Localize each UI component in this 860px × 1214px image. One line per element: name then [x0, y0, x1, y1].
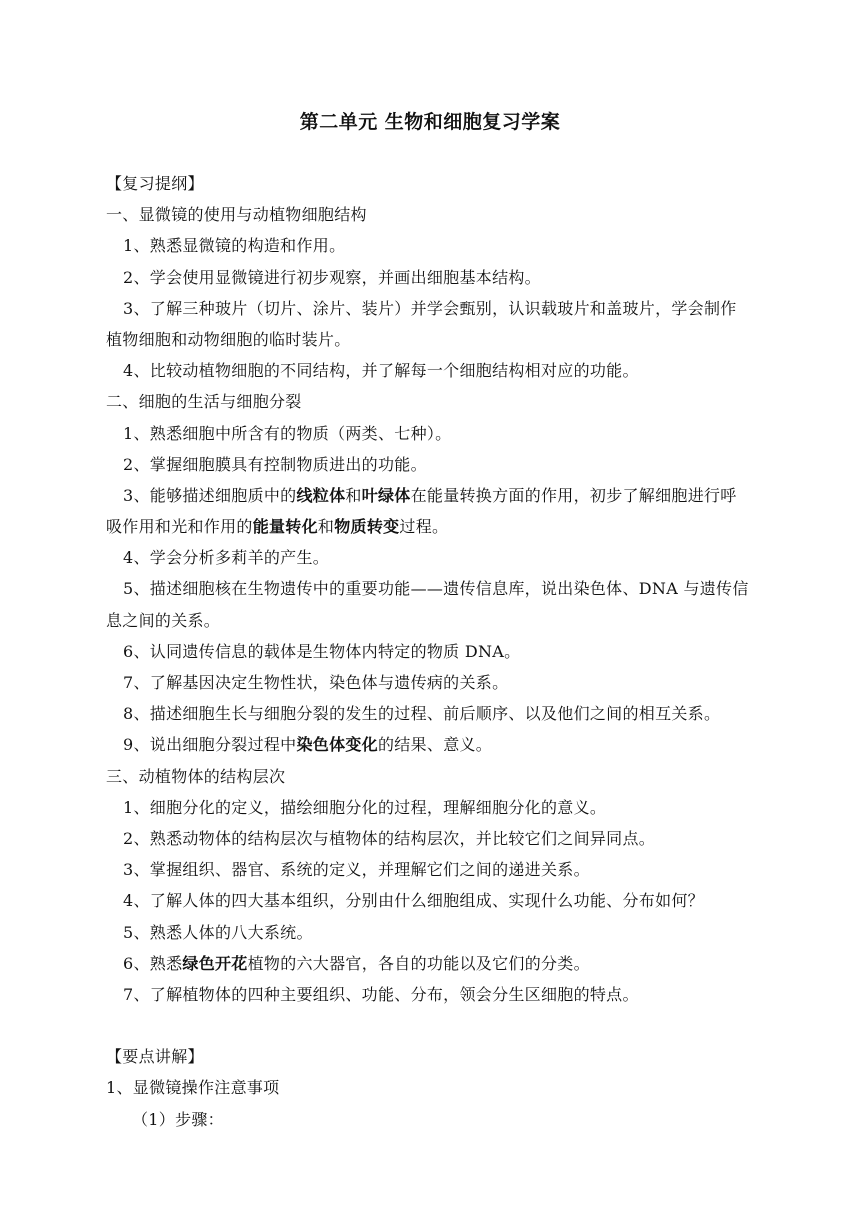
key-points-heading: 【要点讲解】	[106, 1047, 204, 1067]
text-run: 和	[317, 517, 335, 537]
text-run: 植物的六大器官，各自的功能以及它们的分类。	[247, 953, 590, 973]
section-2-title: 二、细胞的生活与细胞分裂	[106, 392, 302, 412]
bold-term: 线粒体	[296, 485, 346, 505]
bold-term: 染色体变化	[296, 735, 378, 755]
text-run: 和	[345, 485, 362, 505]
document-body	[106, 168, 786, 1135]
list-item: 7、了解植物体的四种主要组织、功能、分布，领会分生区细胞的特点。	[123, 984, 639, 1004]
text-run: 吸作用和光和作用的	[106, 517, 253, 537]
bold-term: 能量转化	[252, 517, 318, 537]
bold-term: 绿色开花	[182, 953, 248, 973]
list-item: 4、学会分析多莉羊的产生。	[123, 548, 330, 568]
section-3-title: 三、动植物体的结构层次	[106, 766, 286, 786]
list-item-continuation: 息之间的关系。	[106, 610, 221, 630]
list-item: 3、掌握组织、器官、系统的定义，并理解它们之间的递进关系。	[123, 860, 590, 880]
list-item: 2、熟悉动物体的结构层次与植物体的结构层次，并比较它们之间异同点。	[123, 828, 656, 848]
list-item: 7、了解基因决定生物性状，染色体与遗传病的关系。	[123, 673, 509, 692]
page-title: 第二单元 生物和细胞复习学案	[299, 111, 561, 133]
section-1-title: 一、显微镜的使用与动植物细胞结构	[106, 205, 367, 225]
text-run: 过程。	[399, 517, 449, 537]
list-item: 3、了解三种玻片（切片、涂片、装片）并学会甄别，认识载玻片和盖玻片，学会制作	[123, 298, 737, 318]
bold-term: 物质转变	[334, 517, 400, 537]
list-item-continuation: 植物细胞和动物细胞的临时装片。	[106, 329, 351, 349]
list-item: 2、掌握细胞膜具有控制物质进出的功能。	[123, 454, 427, 474]
list-item: 5、描述细胞核在生物遗传中的重要功能——遗传信息库，说出染色体、DNA 与遗传信	[123, 579, 749, 599]
list-item: 4、比较动植物细胞的不同结构，并了解每一个细胞结构相对应的功能。	[123, 361, 639, 381]
text-run: 6、熟悉	[123, 953, 183, 973]
text-run: 9、说出细胞分裂过程中	[123, 735, 297, 755]
list-item: 1、熟悉显微镜的构造和作用。	[123, 236, 346, 256]
list-item-continuation	[106, 511, 786, 542]
list-item: 6、认同遗传信息的载体是生物体内特定的物质 DNA。	[123, 641, 521, 661]
list-item	[106, 948, 786, 979]
list-item	[106, 480, 786, 511]
text-run: 的结果、意义。	[378, 735, 493, 755]
list-item	[106, 729, 786, 760]
list-item: 8、描述细胞生长与细胞分裂的发生的过程、前后顺序、以及他们之间的相互关系。	[123, 704, 721, 724]
key-point-item: 1、显微镜操作注意事项	[106, 1078, 280, 1098]
bold-term: 叶绿体	[361, 485, 411, 505]
key-point-subitem: （1）步骤：	[132, 1109, 224, 1129]
list-item: 5、熟悉人体的八大系统。	[123, 922, 313, 942]
outline-heading: 【复习提纲】	[106, 174, 204, 193]
text-run: 在能量转换方面的作用，初步了解细胞进行呼	[410, 485, 737, 505]
list-item: 1、细胞分化的定义，描绘细胞分化的过程，理解细胞分化的意义。	[123, 797, 607, 817]
text-run: 3、能够描述细胞质中的	[123, 485, 297, 505]
list-item: 1、熟悉细胞中所含有的物质（两类、七种）。	[123, 423, 452, 443]
spacer	[106, 1010, 786, 1041]
list-item: 4、了解人体的四大基本组织，分别由什么细胞组成、实现什么功能、分布如何？	[123, 891, 704, 911]
list-item: 2、学会使用显微镜进行初步观察，并画出细胞基本结构。	[123, 267, 541, 287]
